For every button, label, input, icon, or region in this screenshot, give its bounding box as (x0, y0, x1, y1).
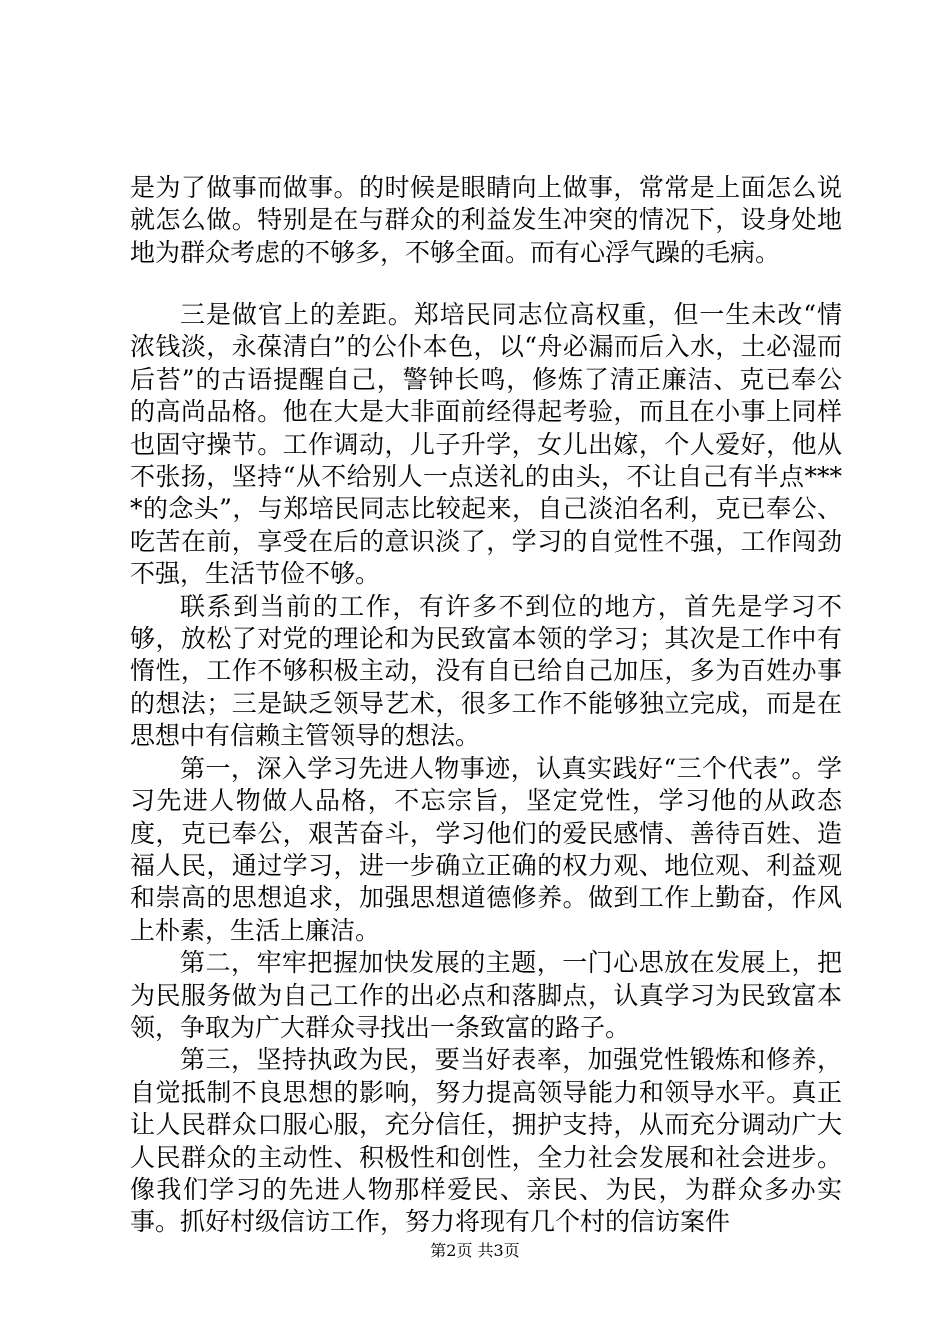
page-footer: 第2页 共3页 (430, 1241, 520, 1260)
paragraph-continuation: 是为了做事而做事。的时候是眼睛向上做事，常常是上面怎么说就怎么做。特别是在与群众的利益发生冲突的情况下，设身处地地为群众考虑的不够多，不够全面。而有心浮气躁的毛病。 (130, 173, 842, 267)
paragraph-second-measure: 第二，牢牢把握加快发展的主题，一门心思放在发展上，把为民服务做为自己工作的出必点和落脚点，认真学习为民致富本领，争取为广大群众寻找出一条致富的路子。 (130, 948, 842, 1042)
text-block-top (130, 172, 842, 269)
text-block-main (130, 299, 842, 1239)
paragraph-third-measure: 第三，坚持执政为民，要当好表率，加强党性锻炼和修养，自觉抵制不良思想的影响，努力提高领导能力和领导水平。真正让人民群众口服心服，充分信任，拥护支持，从而充分调动广大人民群众的主动性、积极性和创性，全力社会发展和社会进步。像我们学习的先进人物那样爱民、亲民、为民，为群众多办实事。抓好村级信访工作，努力将现有几个村的信访案件 (130, 1045, 842, 1237)
paragraph-official-gap: 三是做官上的差距。郑培民同志位高权重，但一生未改“情浓钱淡，永葆清白”的公仆本色，以“舟必漏而后入水，土必湿而后苔”的古语提醒自己，警钟长鸣，修炼了清正廉洁、克已奉公的高尚品格。他在大是大非面前经得起考验，而且在小事上同样也固守操节。工作调动，儿子升学，女儿出嫁，个人爱好，他从不张扬，坚持“从不给别人一点送礼的由头，不让自己有半点****的念头”，与郑培民同志比较起来，自己淡泊名利，克已奉公、吃苦在前，享受在后的意识淡了，学习的自觉性不强，工作闯劲不强，生活节俭不够。 (130, 300, 842, 589)
paragraph-current-work: 联系到当前的工作，有许多不到位的地方，首先是学习不够，放松了对党的理论和为民致富本领的学习；其次是工作中有惰性，工作不够积极主动，没有自已给自己加压，多为百姓办事的想法；三是缺乏领导艺术，很多工作不能够独立完成，而是在思想中有信赖主管领导的想法。 (130, 591, 842, 751)
paragraph-first-measure: 第一，深入学习先进人物事迹，认真实践好“三个代表”。学习先进人物做人品格，不忘宗旨，坚定党性，学习他的从政态度，克已奉公，艰苦奋斗，学习他们的爱民感情、善待百姓、造福人民，通过学习，进一步确立正确的权力观、地位观、利益观和崇高的思想追求，加强思想道德修养。做到工作上勤奋，作风上朴素，生活上廉洁。 (130, 753, 842, 945)
